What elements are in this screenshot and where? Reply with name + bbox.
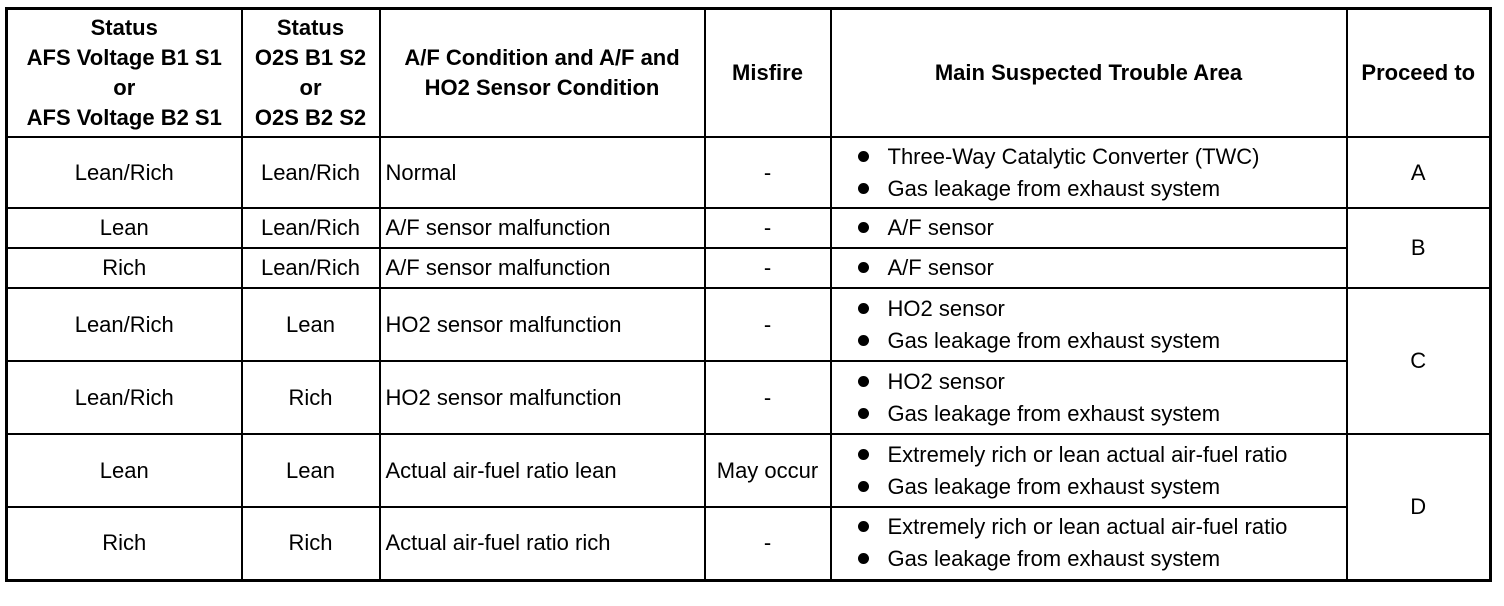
list-item: HO2 sensor [856,293,1346,325]
list-item: Gas leakage from exhaust system [856,471,1346,503]
afs-cell: Lean/Rich [7,361,242,434]
bullet-icon [858,335,869,346]
misfire-cell: - [705,361,831,434]
condition-cell: Normal [380,137,705,208]
misfire-cell: - [705,137,831,208]
trouble-area-list [832,366,1346,430]
table-row [7,361,1491,434]
header-o2s: Status O2S B1 S2 or O2S B2 S2 [242,9,380,138]
condition-cell: Actual air-fuel ratio lean [380,434,705,507]
condition-cell: HO2 sensor malfunction [380,288,705,361]
misfire-cell: - [705,208,831,248]
afs-cell: Lean [7,434,242,507]
table-row [7,248,1491,288]
misfire-cell: May occur [705,434,831,507]
bullet-icon [858,376,869,387]
list-item: Three-Way Catalytic Converter (TWC) [856,141,1346,173]
header-misfire: Misfire [705,9,831,138]
list-item: Gas leakage from exhaust system [856,173,1346,205]
table-row [7,137,1491,208]
trouble-area-list [832,293,1346,357]
bullet-icon [858,408,869,419]
misfire-cell: - [705,248,831,288]
list-item: Gas leakage from exhaust system [856,325,1346,357]
list-item: Gas leakage from exhaust system [856,398,1346,430]
afs-cell: Lean/Rich [7,137,242,208]
bullet-icon [858,553,869,564]
o2s-cell: Rich [242,361,380,434]
proceed-cell: B [1347,208,1491,288]
bullet-icon [858,183,869,194]
list-item: A/F sensor [856,212,1346,244]
afs-cell: Lean/Rich [7,288,242,361]
header-proceed-to: Proceed to [1347,9,1491,138]
afs-cell: Rich [7,507,242,580]
condition-cell: A/F sensor malfunction [380,208,705,248]
header-trouble-area: Main Suspected Trouble Area [831,9,1347,138]
bullet-icon [858,262,869,273]
header-afs-voltage: Status AFS Voltage B1 S1 or AFS Voltage B2 S1 [7,9,242,138]
bullet-icon [858,222,869,233]
trouble-area-list [832,212,1346,244]
table-row [7,288,1491,361]
misfire-cell: - [705,507,831,580]
table-row [7,208,1491,248]
trouble-area-list [832,252,1346,284]
trouble-area-cell [831,288,1347,361]
o2s-cell: Lean/Rich [242,208,380,248]
afs-cell: Rich [7,248,242,288]
condition-cell: HO2 sensor malfunction [380,361,705,434]
trouble-area-table [5,7,1492,582]
trouble-table-container [5,7,1492,582]
header-row [7,9,1491,138]
o2s-cell: Lean/Rich [242,137,380,208]
bullet-icon [858,449,869,460]
bullet-icon [858,481,869,492]
trouble-area-list [832,141,1346,205]
bullet-icon [858,303,869,314]
list-item: Extremely rich or lean actual air-fuel ratio [856,511,1346,543]
trouble-area-list [832,439,1346,503]
trouble-area-list [832,511,1346,575]
trouble-area-cell [831,434,1347,507]
list-item: HO2 sensor [856,366,1346,398]
proceed-cell: A [1347,137,1491,208]
trouble-area-cell [831,361,1347,434]
misfire-cell: - [705,288,831,361]
o2s-cell: Lean [242,434,380,507]
condition-cell: Actual air-fuel ratio rich [380,507,705,580]
trouble-area-cell [831,248,1347,288]
bullet-icon [858,521,869,532]
list-item: A/F sensor [856,252,1346,284]
afs-cell: Lean [7,208,242,248]
table-row [7,507,1491,580]
proceed-cell: D [1347,434,1491,580]
trouble-area-cell [831,208,1347,248]
proceed-cell: C [1347,288,1491,434]
o2s-cell: Lean/Rich [242,248,380,288]
list-item: Extremely rich or lean actual air-fuel ratio [856,439,1346,471]
table-row [7,434,1491,507]
list-item: Gas leakage from exhaust system [856,543,1346,575]
o2s-cell: Rich [242,507,380,580]
bullet-icon [858,151,869,162]
trouble-area-cell [831,507,1347,580]
trouble-area-cell [831,137,1347,208]
o2s-cell: Lean [242,288,380,361]
condition-cell: A/F sensor malfunction [380,248,705,288]
header-condition: A/F Condition and A/F and HO2 Sensor Condition [380,9,705,138]
